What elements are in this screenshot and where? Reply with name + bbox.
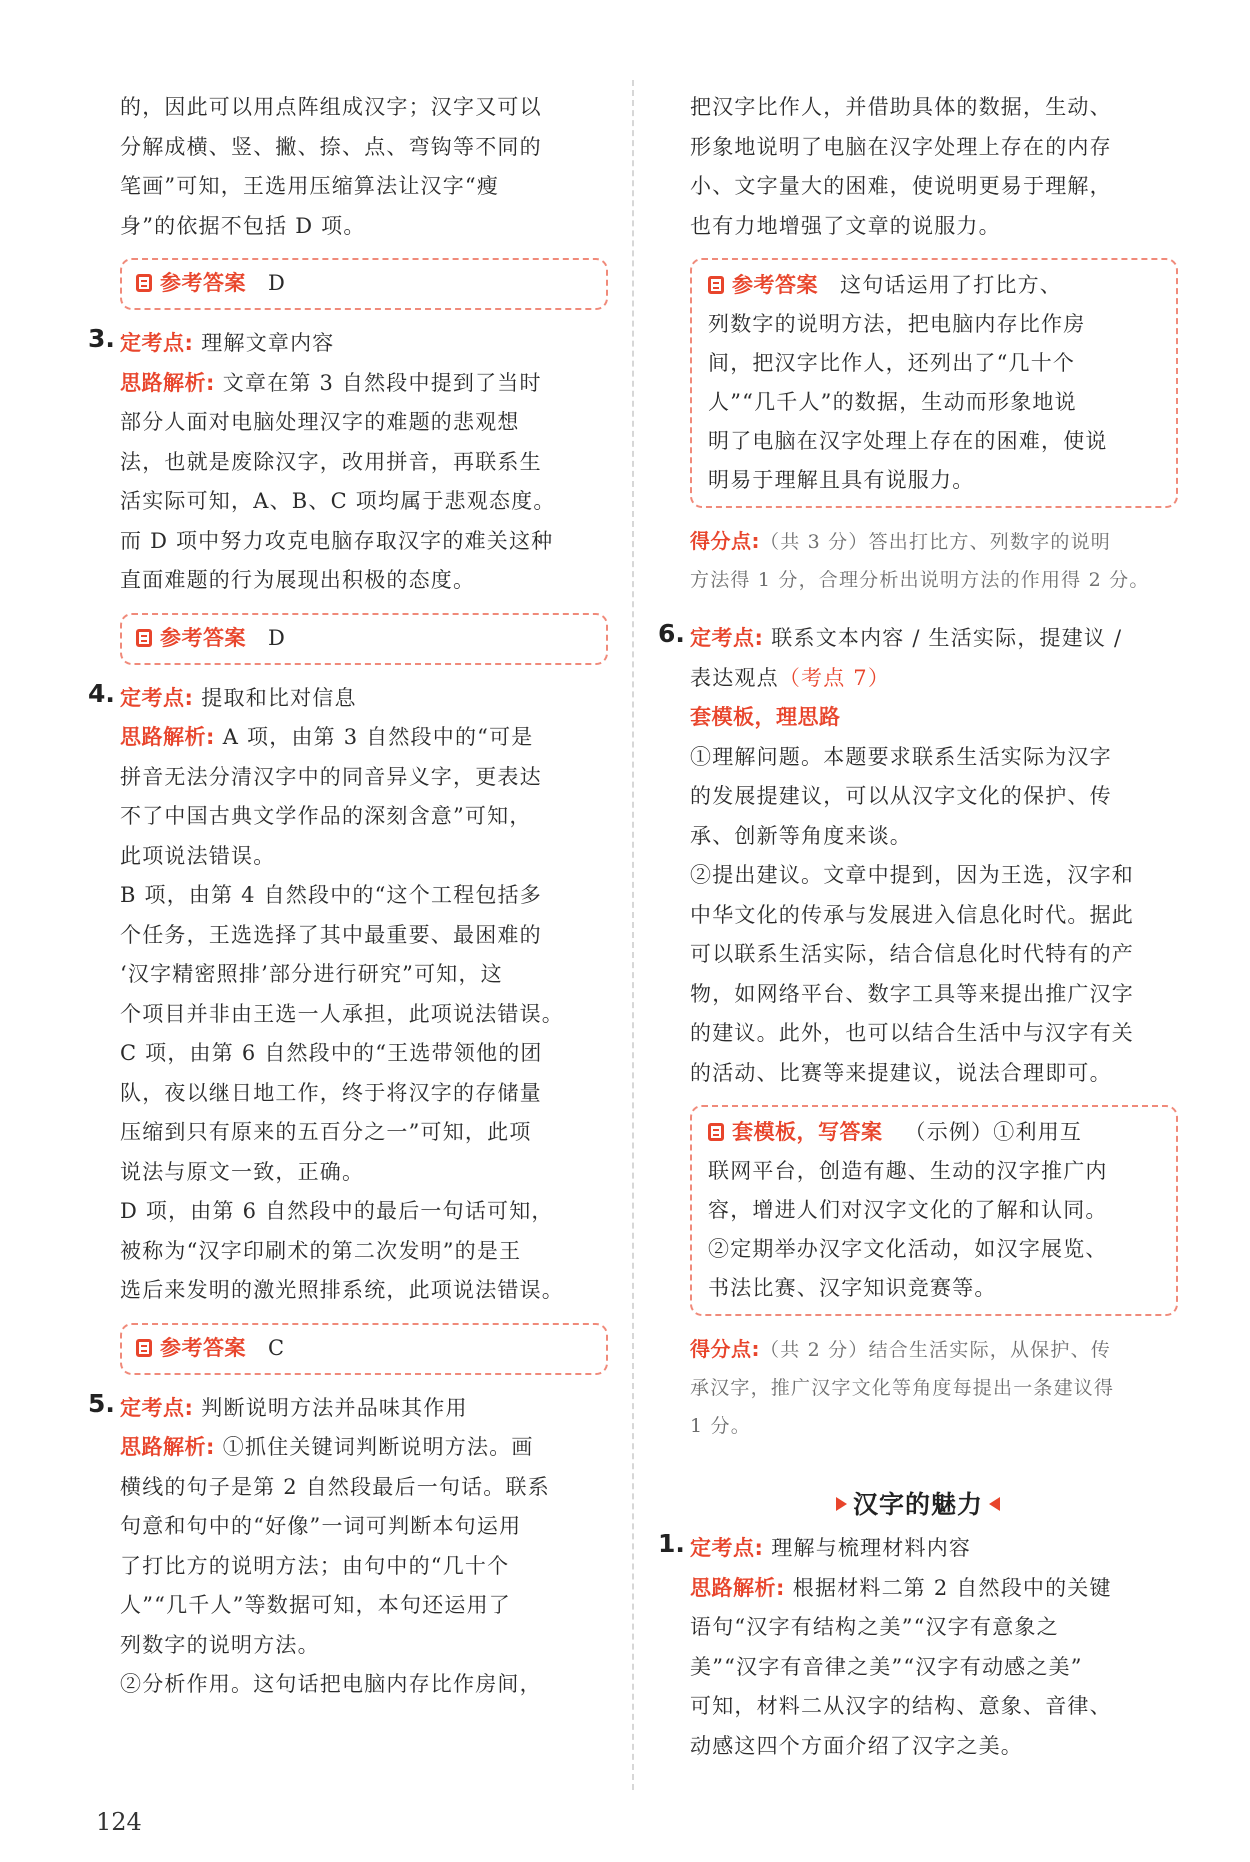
text-line: 根据材料二第 2 自然段中的关键: [792, 1575, 1112, 1600]
text-line: 身”的依据不包括 D 项。: [120, 213, 366, 238]
text-line: ②分析作用。这句话把电脑内存比作房间，: [120, 1672, 542, 1696]
text-line: 列数字的说明方法，把电脑内存比作房: [708, 312, 1086, 336]
question-4: [88, 679, 608, 1311]
text-line: 个任务，王选选择了其中最重要、最困难的: [120, 922, 542, 947]
question-number: 1.: [658, 1529, 685, 1558]
answer-box: [120, 613, 608, 665]
text-line: 队，夜以继日地工作，终于将汉字的存储量: [120, 1080, 542, 1105]
kaodian-text: 提取和比对信息: [201, 685, 357, 710]
kaodian-text: 理解文章内容: [201, 331, 335, 355]
question-number: 3.: [88, 324, 115, 353]
score-label: 得分点:: [690, 1337, 760, 1361]
answer-value: D: [268, 271, 287, 295]
text-line: 了打比方的说明方法；由句中的“几十个: [120, 1553, 510, 1578]
question-number: 4.: [88, 678, 115, 708]
text-line: 部分人面对电脑处理汉字的难题的悲观想: [120, 410, 520, 434]
text-line: B 项，由第 4 自然段中的“这个工程包括多: [120, 883, 542, 907]
kaodian-label: 定考点:: [690, 626, 764, 650]
text-line: 直面难题的行为展现出积极的态度。: [120, 568, 476, 592]
text-line: ①抓住关键词判断说明方法。画: [222, 1435, 534, 1459]
question-6: [658, 619, 1178, 1093]
answer-icon: [708, 276, 724, 294]
q2-continuation: [88, 88, 608, 246]
text-line: 形象地说明了电脑在汉字处理上存在的内存: [690, 134, 1112, 159]
text-line: （共 3 分）答出打比方、列数字的说明: [760, 531, 1111, 553]
answer-icon: [136, 629, 152, 647]
text-line: 物，如网络平台、数字工具等来提出推广汉字: [690, 981, 1134, 1006]
text-line: C 项，由第 6 自然段中的“王选带领他的团: [120, 1041, 543, 1065]
text-line: 明易于理解且具有说服力。: [708, 468, 975, 492]
triangle-right-icon: [836, 1497, 847, 1511]
text-line: 分解成横、竖、撇、捺、点、弯钩等不同的: [120, 134, 542, 159]
q6-score: [658, 1330, 1178, 1445]
text-line: 个项目并非由王选一人承担，此项说法错误。: [120, 1001, 564, 1026]
text-line: 联网平台，创造有趣、生动的汉字推广内: [708, 1159, 1108, 1183]
q5-continuation: [658, 88, 1178, 246]
answer-label: 参考答案: [732, 273, 818, 297]
text-line: 横线的句子是第 2 自然段最后一句话。联系: [120, 1474, 550, 1499]
text-line: 列数字的说明方法。: [120, 1632, 320, 1657]
text-line: 方法得 1 分，合理分析出说明方法的作用得 2 分。: [690, 569, 1150, 591]
silu-label: 思路解析:: [690, 1575, 785, 1600]
text-line: 可知，材料二从汉字的结构、意象、音律、: [690, 1694, 1112, 1718]
question-number: 5.: [88, 1388, 115, 1418]
text-line: 承、创新等角度来谈。: [690, 823, 912, 848]
text-line: ①理解问题。本题要求联系生活实际为汉字: [690, 744, 1112, 769]
kaodian-text: 表达观点: [690, 665, 779, 690]
kaodian-label: 定考点:: [120, 685, 194, 710]
kaodian-label: 定考点:: [120, 1395, 194, 1420]
text-line: 可以联系生活实际，结合信息化时代特有的产: [690, 942, 1134, 966]
answer-value: D: [268, 625, 287, 650]
answer-box: [120, 1323, 608, 1375]
text-line: （共 2 分）结合生活实际，从保护、传: [760, 1339, 1111, 1361]
text-line: 中华文化的传承与发展进入信息化时代。据此: [690, 902, 1134, 927]
answer-box: [690, 258, 1178, 508]
text-line: 人”“几千人”等数据可知，本句还运用了: [120, 1593, 512, 1617]
text-line: 人”“几千人”的数据，生动而形象地说: [708, 390, 1077, 414]
section-title-text: 汉字的魅力: [852, 1490, 983, 1519]
text-line: 小、文字量大的困难，使说明更易于理解，: [690, 174, 1112, 198]
text-line: 拼音无法分清汉字中的同音异义字，更表达: [120, 764, 542, 789]
column-divider: [632, 80, 634, 1790]
text-line: 这句话运用了打比方、: [840, 273, 1062, 297]
text-line: 的建议。此外，也可以结合生活中与汉字有关: [690, 1021, 1134, 1045]
kaodian-text: 判断说明方法并品味其作用: [201, 1395, 468, 1420]
text-line: 承汉字，推广汉字文化等角度每提出一条建议得: [690, 1377, 1115, 1399]
text-line: 书法比赛、汉字知识竞赛等。: [708, 1276, 997, 1300]
text-line: ②定期举办汉字文化活动，如汉字展览、: [708, 1237, 1108, 1261]
section-title: [658, 1485, 1178, 1521]
template-answer-label: 套模板，写答案: [732, 1120, 883, 1144]
text-line: 说法与原文一致，正确。: [120, 1159, 365, 1184]
question-3: [88, 324, 608, 601]
text-line: 笔画”可知，王选用压缩算法让汉字“瘦: [120, 174, 500, 198]
text-line: 此项说法错误。: [120, 843, 276, 868]
score-label: 得分点:: [690, 529, 760, 553]
text-line: 被称为“汉字印刷术的第二次发明”的是王: [120, 1238, 522, 1263]
text-line: 间，把汉字比作人，还列出了“几十个: [708, 351, 1076, 375]
text-line: 1 分。: [690, 1415, 751, 1437]
kaodian-text: 理解与梳理材料内容: [771, 1536, 972, 1560]
text-line: 明了电脑在汉字处理上存在的困难，使说: [708, 429, 1108, 453]
text-line: 的活动、比赛等来提建议，说法合理即可。: [690, 1060, 1112, 1085]
text-line: 法，也就是废除汉字，改用拼音，再联系生: [120, 449, 542, 474]
answer-icon: [136, 274, 152, 292]
kaodian-text: 联系文本内容 / 生活实际，提建议 /: [771, 626, 1123, 650]
text-line: 把汉字比作人，并借助具体的数据，生动、: [690, 95, 1112, 119]
text-line: （示例）①利用互: [904, 1120, 1083, 1144]
text-line: 选后来发明的激光照排系统，此项说法错误。: [120, 1278, 564, 1302]
template-think-label: 套模板，理思路: [690, 705, 841, 729]
answer-label: 参考答案: [160, 1335, 246, 1360]
kaodian-label: 定考点:: [120, 331, 194, 355]
text-line: D 项，由第 6 自然段中的最后一句话可知，: [120, 1199, 554, 1223]
text-line: 容，增进人们对汉字文化的了解和认同。: [708, 1198, 1108, 1222]
answer-box: [120, 258, 608, 310]
text-line: 不了中国古典文学作品的深刻含意”可知，: [120, 804, 532, 828]
text-line: ‘汉字精密照排’部分进行研究”可知，这: [120, 962, 503, 986]
question-number: 6.: [658, 619, 685, 648]
kaodian-label: 定考点:: [690, 1536, 764, 1560]
text-line: ②提出建议。文章中提到，因为王选，汉字和: [690, 863, 1134, 887]
q5-score: [658, 522, 1178, 599]
text-line: 动感这四个方面介绍了汉字之美。: [690, 1733, 1023, 1758]
text-line: 句意和句中的“好像”一词可判断本句运用: [120, 1514, 522, 1538]
text-line: 活实际可知，A、B、C 项均属于悲观态度。: [120, 489, 556, 513]
answer-icon: [708, 1123, 724, 1141]
text-line: 文章在第 3 自然段中提到了当时: [222, 370, 542, 395]
answer-icon: [136, 1339, 152, 1357]
text-line: 也有力地增强了文章的说服力。: [690, 213, 1001, 238]
answer-box: [690, 1105, 1178, 1316]
text-line: 的发展提建议，可以从汉字文化的保护、传: [690, 784, 1112, 808]
question-1: [658, 1529, 1178, 1766]
right-column: [658, 88, 1178, 1766]
kaodian-ref: （考点 7）: [778, 665, 891, 690]
text-line: 的，因此可以用点阵组成汉字；汉字又可以: [120, 95, 542, 119]
page-number: 124: [96, 1808, 142, 1836]
text-line: 压缩到只有原来的五百分之一”可知，此项: [120, 1120, 532, 1144]
answer-label: 参考答案: [160, 271, 246, 295]
answer-label: 参考答案: [160, 625, 246, 650]
answer-value: C: [268, 1335, 286, 1360]
left-column: [88, 88, 608, 1705]
silu-label: 思路解析:: [120, 370, 215, 395]
text-line: 语句“汉字有结构之美”“汉字有意象之: [690, 1615, 1059, 1639]
text-line: 而 D 项中努力攻克电脑存取汉字的难关这种: [120, 528, 554, 553]
triangle-left-icon: [989, 1497, 1000, 1511]
question-5: [88, 1389, 608, 1705]
text-line: A 项，由第 3 自然段中的“可是: [222, 725, 534, 749]
silu-label: 思路解析:: [120, 725, 215, 749]
text-line: 美”“汉字有音律之美”“汉字有动感之美”: [690, 1654, 1083, 1679]
silu-label: 思路解析:: [120, 1435, 215, 1459]
